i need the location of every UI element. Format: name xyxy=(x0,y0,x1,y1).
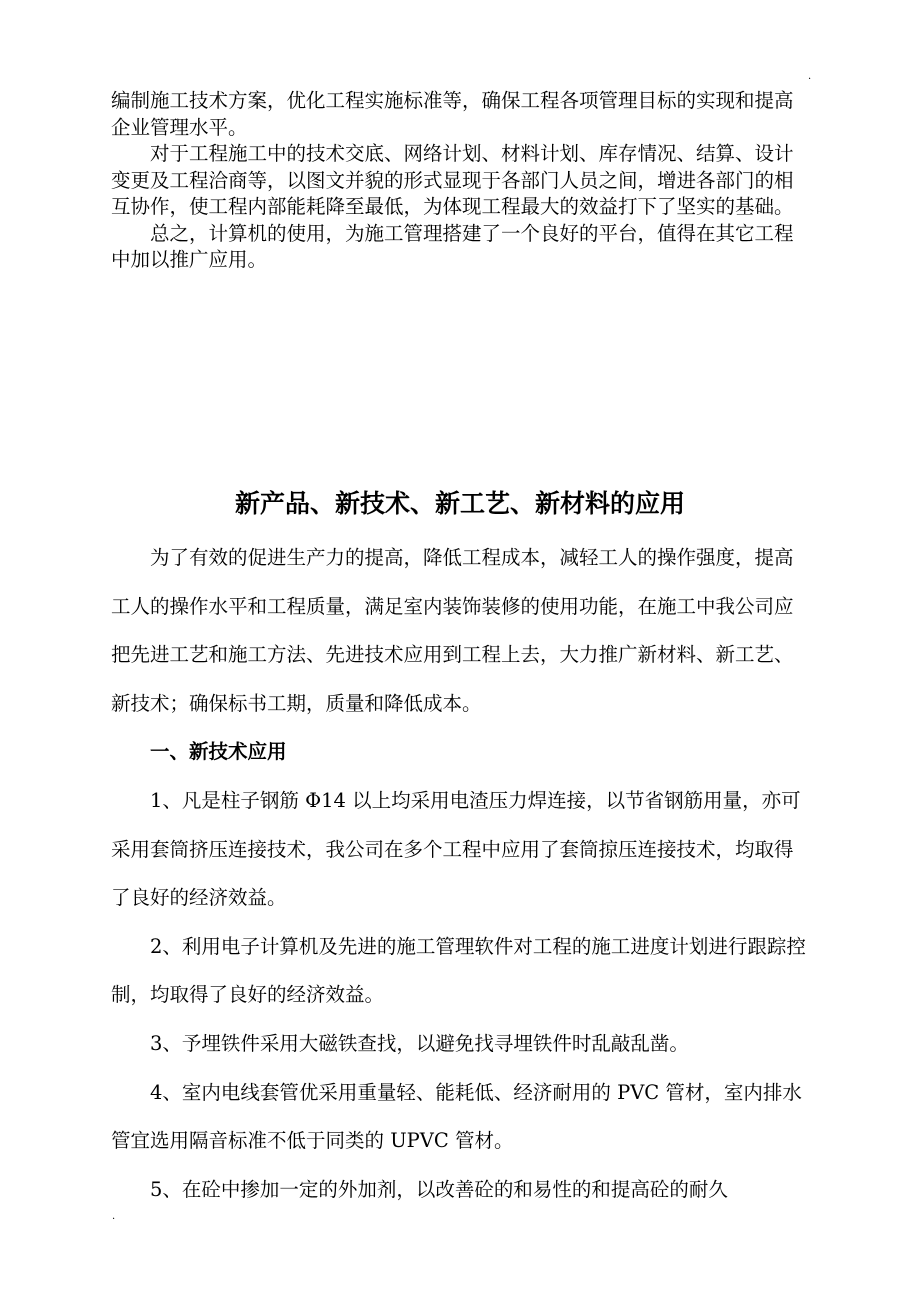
page-mark-bottom: . xyxy=(112,1211,116,1222)
list-item-1: 1、凡是柱子钢筋 Φ14 以上均采用电渣压力焊连接，以节省钢筋用量，亦可采用套筒挤压连接技术，我公司在多个工程中应用了套筒掠压连接技术，均取得了良好的经济效益。 xyxy=(111,788,801,910)
continuation-section xyxy=(111,88,811,274)
page-mark-top: . xyxy=(808,71,812,82)
section-title: 新产品、新技术、新工艺、新材料的应用 xyxy=(234,489,685,518)
list-item-3: 3、予埋铁件采用大磁铁查找，以避免找寻埋铁件时乱敲乱凿。 xyxy=(150,1031,689,1055)
intro-paragraph: 为了有效的促进生产力的提高，降低工程成本，减轻工人的操作强度，提高工人的操作水平和工程质量，满足室内装饰装修的使用功能，在施工中我公司应把先进工艺和施工方法、先进技术应用到工程上去，大力推广新材料、新工艺、新技术；确保标书工期，质量和降低成本。 xyxy=(111,546,794,715)
list-item-4: 4、室内电线套管优采用重量轻、能耗低、经济耐用的 PVC 管材，室内排水管宜选用隔音标准不低于同类的 UPVC 管材。 xyxy=(111,1080,802,1153)
subsection-heading: 一、新技术应用 xyxy=(150,740,287,764)
paragraph-management: 编制施工技术方案，优化工程实施标准等，确保工程各项管理目标的实现和提高企业管理水平。 xyxy=(111,89,794,139)
paragraph-coordination: 对于工程施工中的技术交底、网络计划、材料计划、库存情况、结算、设计变更及工程洽商等，以图文并貌的形式显现于各部门人员之间，增进各部门的相互协作，使工程内部能耗降至最低，为体现工程最大的效益打下了坚实的基础。 xyxy=(111,142,794,218)
list-item-5: 5、在砼中掺加一定的外加剂，以改善砼的和易性的和提高砼的耐久 xyxy=(150,1177,728,1201)
paragraph-conclusion: 总之，计算机的使用，为施工管理搭建了一个良好的平台，值得在其它工程中加以推广应用。 xyxy=(111,221,794,271)
list-item-2: 2、利用电子计算机及先进的施工管理软件对工程的施工进度计划进行跟踪控制，均取得了良好的经济效益。 xyxy=(111,934,806,1007)
new-technology-section xyxy=(111,534,811,1214)
